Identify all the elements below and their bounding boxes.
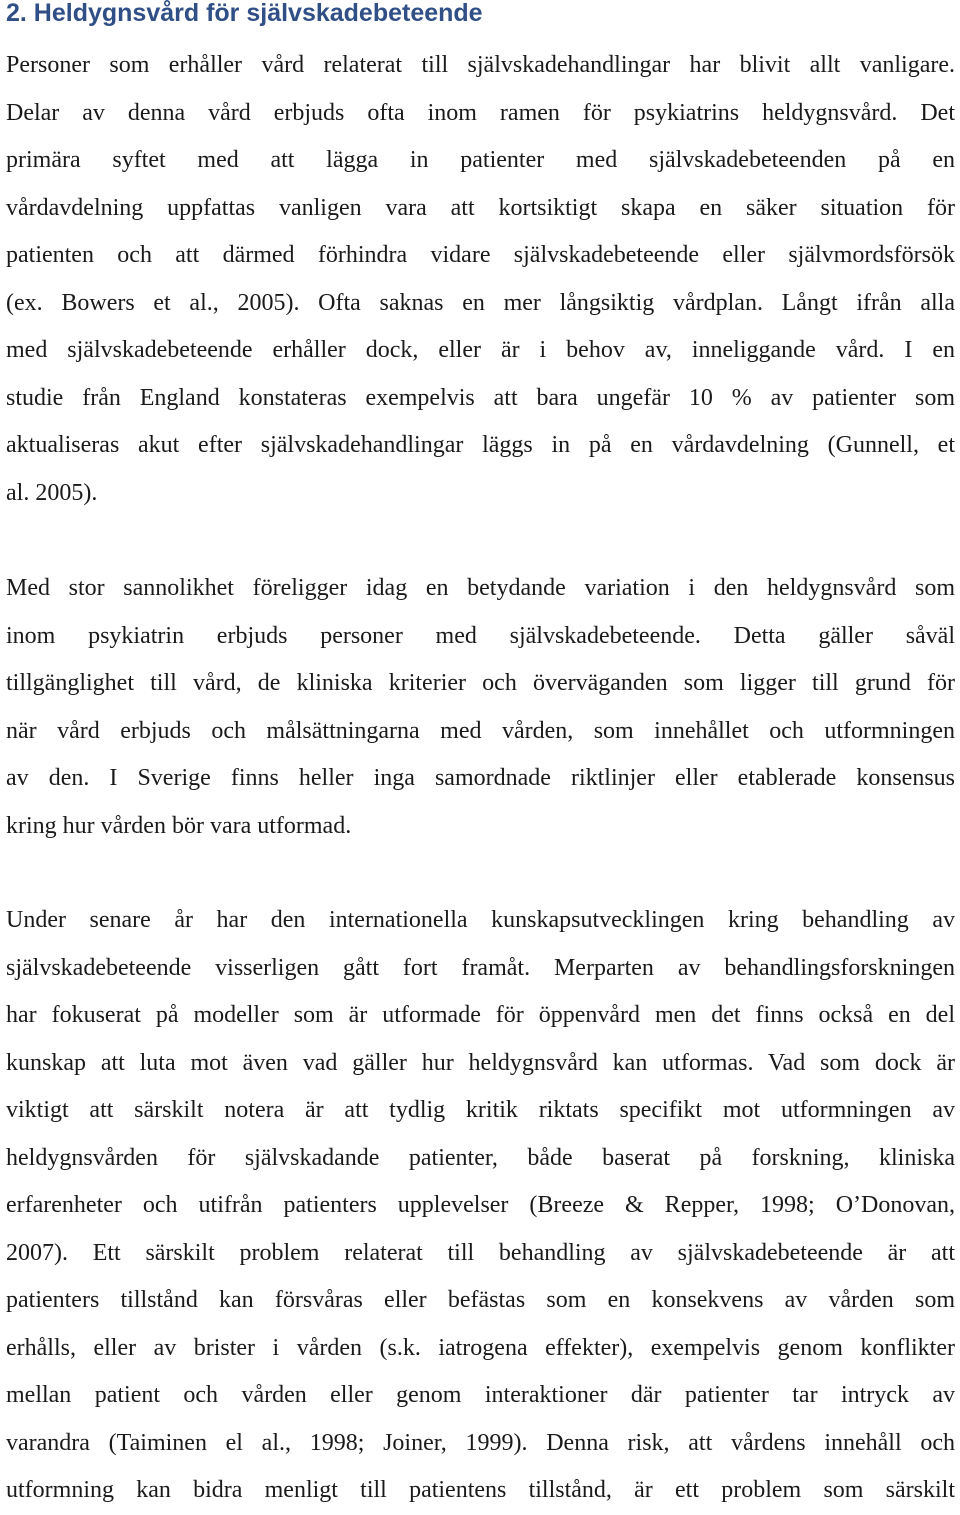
- text-line: viktigt att särskilt notera är att tydlig kritik riktats specifikt mot utformningen av: [6, 1097, 955, 1123]
- text-line: när vård erbjuds och målsättningarna med vården, som innehållet och utformningen: [6, 717, 955, 744]
- text-line: patienters tillstånd kan försvåras eller befästas som en konsekvens av vården som: [6, 1287, 955, 1313]
- paragraph-2: [6, 565, 955, 850]
- text-line: av den. I Sverige finns heller inga samordnade riktlinjer eller etablerade konsensus: [6, 765, 955, 791]
- text-line: varandra (Taiminen el al., 1998; Joiner, 1999). Denna risk, att vårdens innehåll och: [6, 1429, 955, 1456]
- section-heading: 2. Heldygnsvård för självskadebeteende: [6, 0, 483, 27]
- text-line: kring hur vården bör vara utformad.: [6, 812, 352, 839]
- text-line: med självskadebeteende erhåller dock, eller är i behov av, inneliggande vård. I en: [6, 337, 955, 363]
- text-line: mellan patient och vården eller genom interaktioner där patienter tar intryck av: [6, 1382, 955, 1408]
- text-line: erfarenheter och utifrån patienters upplevelser (Breeze & Repper, 1998; O’Donovan,: [6, 1192, 955, 1218]
- text-line: patienten och att därmed förhindra vidare självskadebeteende eller självmordsförsök: [6, 242, 955, 268]
- text-line: inom psykiatrin erbjuds personer med självskadebeteende. Detta gäller såväl: [6, 622, 955, 649]
- text-line: Delar av denna vård erbjuds ofta inom ramen för psykiatrins heldygnsvård. Det: [6, 99, 955, 126]
- text-line: utformning kan bidra menligt till patientens tillstånd, är ett problem som särskilt: [6, 1477, 955, 1503]
- text-line: al. 2005).: [6, 479, 98, 506]
- text-line: heldygnsvården för självskadande patienter, både baserat på forskning, kliniska: [6, 1144, 955, 1171]
- text-line: självskadebeteende visserligen gått fort framåt. Merparten av behandlingsforskningen: [6, 954, 955, 981]
- text-line: primära syftet med att lägga in patienter med självskadebeteenden på en: [6, 147, 955, 173]
- text-line: (ex. Bowers et al., 2005). Ofta saknas en mer långsiktig vårdplan. Långt ifrån alla: [6, 289, 955, 316]
- text-line: erhålls, eller av brister i vården (s.k. iatrogena effekter), exempelvis genom konflikter: [6, 1334, 955, 1361]
- text-line: Under senare år har den internationella kunskapsutvecklingen kring behandling av: [6, 907, 955, 933]
- text-line: kunskap att luta mot även vad gäller hur heldygnsvård kan utformas. Vad som dock är: [6, 1049, 955, 1076]
- text-line: aktualiseras akut efter självskadehandlingar läggs in på en vårdavdelning (Gunnell, et: [6, 432, 955, 458]
- text-line: vårdavdelning uppfattas vanligen vara att kortsiktigt skapa en säker situation för: [6, 194, 955, 221]
- text-line: studie från England konstateras exempelvis att bara ungefär 10 % av patienter som: [6, 384, 955, 411]
- text-line: Personer som erhåller vård relaterat till självskadehandlingar har blivit allt vanligare.: [6, 52, 955, 78]
- paragraph-3: [6, 897, 955, 1515]
- text-line: har fokuserat på modeller som är utformade för öppenvård men det finns också en del: [6, 1002, 955, 1028]
- text-line: 2007). Ett särskilt problem relaterat till behandling av självskadebeteende är att: [6, 1239, 955, 1266]
- text-line: Med stor sannolikhet föreligger idag en betydande variation i den heldygnsvård som: [6, 575, 955, 601]
- paragraph-1: [6, 42, 955, 517]
- text-line: tillgänglighet till vård, de kliniska kriterier och överväganden som ligger till grund för: [6, 670, 955, 696]
